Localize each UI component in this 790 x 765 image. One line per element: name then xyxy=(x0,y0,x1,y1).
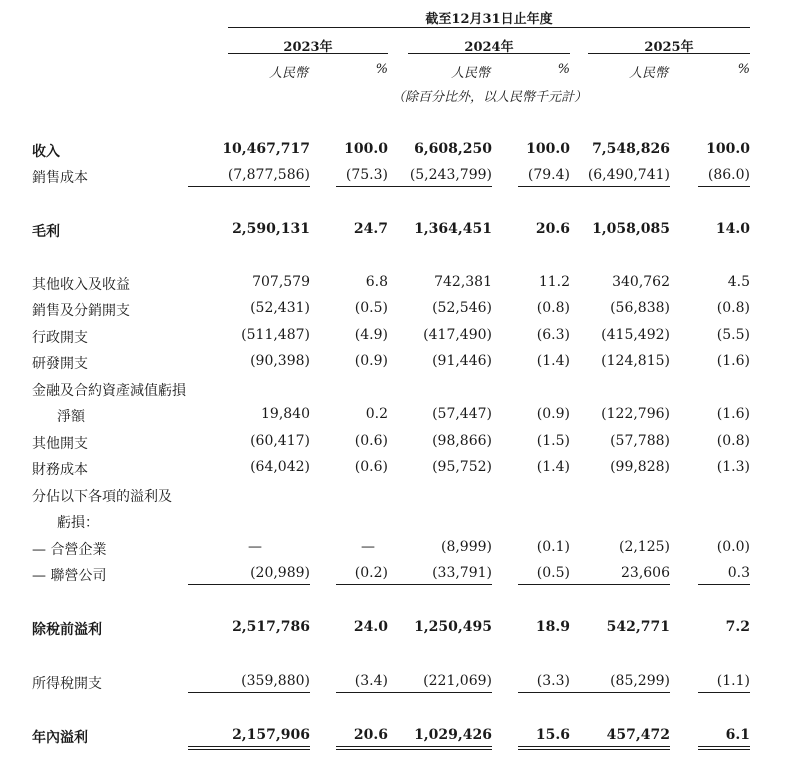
value-underline xyxy=(698,186,750,187)
value-cell: (0.1) xyxy=(536,539,570,555)
value-cell: (75.3) xyxy=(345,167,388,183)
value-underline xyxy=(370,584,492,585)
value-cell: 18.9 xyxy=(535,619,570,635)
value-cell: 100.0 xyxy=(706,141,750,157)
value-cell: 1,029,426 xyxy=(414,727,492,743)
row-label: 毛利 xyxy=(32,224,60,240)
row-label: 銷售及分銷開支 xyxy=(32,303,130,319)
value-cell: 742,381 xyxy=(434,274,492,290)
row-label: 除稅前溢利 xyxy=(32,622,102,638)
row-label: — 聯營公司 xyxy=(32,568,107,584)
value-cell: (1.6) xyxy=(716,406,750,422)
value-cell: (57,447) xyxy=(432,406,492,422)
title-rule xyxy=(228,27,750,28)
value-underline xyxy=(698,692,750,693)
value-cell: 1,364,451 xyxy=(414,221,492,237)
value-cell: (417,490) xyxy=(423,327,492,343)
value-cell: (95,752) xyxy=(432,459,492,475)
value-cell: (57,788) xyxy=(610,433,670,449)
value-cell: (64,042) xyxy=(250,459,310,475)
value-cell: 1,058,085 xyxy=(592,221,670,237)
row-label: — 合營企業 xyxy=(32,542,107,558)
value-cell: 100.0 xyxy=(344,141,388,157)
table-title: 截至12月31日止年度 xyxy=(425,12,553,27)
value-cell: (5,243,799) xyxy=(409,167,492,183)
value-cell: (98,866) xyxy=(432,433,492,449)
value-cell: (0.5) xyxy=(354,300,388,316)
value-cell: 1,250,495 xyxy=(414,619,492,635)
value-cell: (0.5) xyxy=(536,565,570,581)
value-cell: — xyxy=(361,539,375,555)
value-cell: (511,487) xyxy=(241,327,310,343)
value-cell: 2,590,131 xyxy=(232,221,310,237)
row-label: 金融及合約資產減值虧損 xyxy=(32,383,186,399)
value-cell: — xyxy=(248,539,262,555)
value-cell: 10,467,717 xyxy=(222,141,310,157)
row-label: 其他開支 xyxy=(32,436,88,452)
value-cell: (2,125) xyxy=(618,539,670,555)
value-cell: 19,840 xyxy=(261,406,310,422)
year-rule xyxy=(408,53,570,54)
value-cell: (8,999) xyxy=(440,539,492,555)
value-cell: (1.4) xyxy=(536,459,570,475)
value-cell: (3.4) xyxy=(354,673,388,689)
value-underline-double xyxy=(188,749,310,750)
value-cell: 24.0 xyxy=(353,619,388,635)
row-label: 收入 xyxy=(32,144,60,160)
value-cell: 6.1 xyxy=(725,727,750,743)
percent-unit: % xyxy=(737,62,750,77)
value-cell: 11.2 xyxy=(538,274,570,290)
value-cell: 15.6 xyxy=(535,727,570,743)
value-cell: (52,546) xyxy=(432,300,492,316)
value-cell: (1.6) xyxy=(716,353,750,369)
value-cell: 100.0 xyxy=(526,141,570,157)
value-cell: 7.2 xyxy=(725,619,750,635)
value-cell: 20.6 xyxy=(535,221,570,237)
value-underline xyxy=(188,584,310,585)
value-underline xyxy=(698,584,750,585)
value-cell: (0.9) xyxy=(354,353,388,369)
percent-unit: % xyxy=(557,62,570,77)
value-cell: (99,828) xyxy=(610,459,670,475)
value-cell: 24.7 xyxy=(353,221,388,237)
value-underline xyxy=(370,186,492,187)
row-label: 虧損： xyxy=(57,515,99,531)
value-underline-double xyxy=(548,749,670,750)
value-cell: (60,417) xyxy=(250,433,310,449)
value-cell: 23,606 xyxy=(621,565,670,581)
value-cell: (85,299) xyxy=(610,673,670,689)
value-cell: 0.2 xyxy=(365,406,388,422)
value-cell: (5.5) xyxy=(716,327,750,343)
value-cell: 2,517,786 xyxy=(232,619,310,635)
value-cell: 457,472 xyxy=(606,727,670,743)
value-cell: (0.0) xyxy=(716,539,750,555)
value-cell: 20.6 xyxy=(353,727,388,743)
currency-unit: 人民幣 xyxy=(268,66,308,81)
value-cell: (1.1) xyxy=(716,673,750,689)
row-label: 年內溢利 xyxy=(32,730,88,746)
value-underline xyxy=(188,746,310,747)
value-cell: (1.4) xyxy=(536,353,570,369)
value-cell: (122,796) xyxy=(601,406,670,422)
value-cell: 707,579 xyxy=(252,274,310,290)
value-cell: 0.3 xyxy=(727,565,750,581)
value-cell: (1.3) xyxy=(716,459,750,475)
value-underline xyxy=(188,186,310,187)
currency-unit: 人民幣 xyxy=(628,66,668,81)
value-cell: (0.8) xyxy=(536,300,570,316)
year-header: 2023年 xyxy=(283,40,333,55)
value-cell: (0.6) xyxy=(354,459,388,475)
value-cell: (79.4) xyxy=(527,167,570,183)
value-cell: (56,838) xyxy=(610,300,670,316)
units-note: （除百分比外，以人民幣千元計） xyxy=(392,90,588,105)
value-cell: 4.5 xyxy=(727,274,750,290)
value-underline xyxy=(548,746,670,747)
row-label: 行政開支 xyxy=(32,330,88,346)
value-cell: (124,815) xyxy=(601,353,670,369)
row-label: 研發開支 xyxy=(32,356,88,372)
value-cell: (4.9) xyxy=(354,327,388,343)
value-cell: 340,762 xyxy=(612,274,670,290)
value-cell: (86.0) xyxy=(707,167,750,183)
value-cell: (33,791) xyxy=(432,565,492,581)
value-underline xyxy=(548,186,670,187)
year-rule xyxy=(588,53,750,54)
value-cell: (6.3) xyxy=(536,327,570,343)
currency-unit: 人民幣 xyxy=(450,66,490,81)
value-underline xyxy=(548,692,670,693)
value-cell: 14.0 xyxy=(715,221,750,237)
value-cell: 7,548,826 xyxy=(592,141,670,157)
percent-unit: % xyxy=(375,62,388,77)
value-cell: (0.9) xyxy=(536,406,570,422)
value-cell: (1.5) xyxy=(536,433,570,449)
value-cell: (52,431) xyxy=(250,300,310,316)
row-label: 財務成本 xyxy=(32,462,88,478)
value-cell: (359,880) xyxy=(241,673,310,689)
row-label: 所得稅開支 xyxy=(32,676,102,692)
value-underline xyxy=(548,584,670,585)
value-cell: (0.8) xyxy=(716,433,750,449)
value-cell: 542,771 xyxy=(606,619,670,635)
value-cell: (20,989) xyxy=(250,565,310,581)
year-rule xyxy=(228,53,388,54)
row-label: 銷售成本 xyxy=(32,170,88,186)
value-underline-double xyxy=(698,749,750,750)
value-cell: (91,446) xyxy=(432,353,492,369)
value-cell: (6,490,741) xyxy=(587,167,670,183)
value-cell: (415,492) xyxy=(601,327,670,343)
value-cell: (0.6) xyxy=(354,433,388,449)
value-cell: (90,398) xyxy=(250,353,310,369)
row-label: 分佔以下各項的溢利及 xyxy=(32,489,172,505)
value-cell: (221,069) xyxy=(423,673,492,689)
year-header: 2024年 xyxy=(464,40,514,55)
value-underline xyxy=(698,746,750,747)
value-cell: (7,877,586) xyxy=(227,167,310,183)
value-underline-double xyxy=(370,749,492,750)
year-header: 2025年 xyxy=(644,40,694,55)
value-underline xyxy=(370,692,492,693)
value-cell: 2,157,906 xyxy=(232,727,310,743)
value-cell: 6.8 xyxy=(365,274,388,290)
value-cell: (0.8) xyxy=(716,300,750,316)
value-underline xyxy=(188,692,310,693)
value-underline xyxy=(370,746,492,747)
row-label: 淨額 xyxy=(57,409,85,425)
value-cell: 6,608,250 xyxy=(414,141,492,157)
value-cell: (0.2) xyxy=(354,565,388,581)
row-label: 其他收入及收益 xyxy=(32,277,130,293)
value-cell: (3.3) xyxy=(536,673,570,689)
